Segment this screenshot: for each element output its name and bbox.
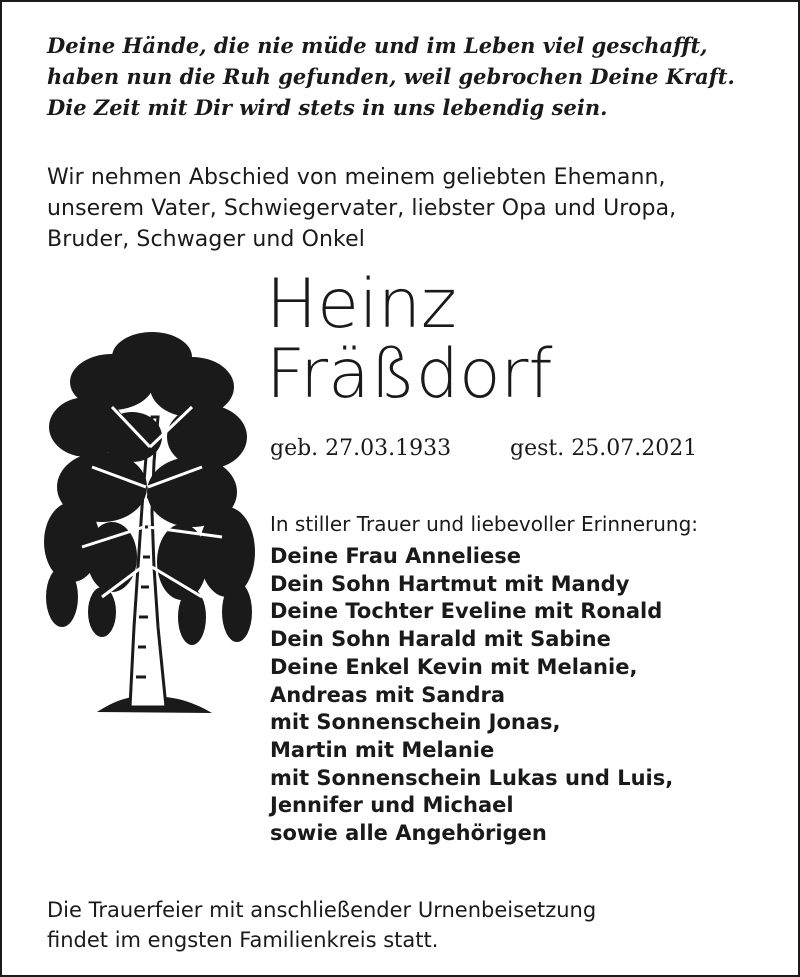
mourner-line: sowie alle Angehörigen	[270, 821, 547, 846]
life-dates	[270, 434, 770, 464]
poem-line: Deine Hände, die nie müde und im Leben viel geschafft,	[47, 33, 708, 58]
mourner-line: Dein Sohn Hartmut mit Mandy	[270, 571, 630, 596]
memorial-poem	[47, 30, 767, 123]
mourner-line: mit Sonnenschein Lukas und Luis,	[270, 765, 674, 790]
intro-line: Wir nehmen Abschied von meinem geliebten Ehemann,	[47, 165, 666, 190]
death-date: gest. 25.07.2021	[510, 436, 698, 461]
mourner-line: Andreas mit Sandra	[270, 682, 506, 707]
poem-line: haben nun die Ruh gefunden, weil gebrochen Deine Kraft.	[47, 64, 735, 89]
mourner-line: mit Sonnenschein Jonas,	[270, 710, 561, 735]
first-name: Heinz	[266, 265, 457, 344]
deceased-name	[266, 265, 553, 414]
intro-line: Bruder, Schwager und Onkel	[47, 227, 365, 252]
mourner-line: Deine Frau Anneliese	[270, 544, 521, 568]
poem-line: Die Zeit mit Dir wird stets in uns lebendig sein.	[47, 95, 608, 120]
intro-line: unserem Vater, Schwiegervater, liebster Opa und Uropa,	[47, 196, 677, 221]
mourner-line: Dein Sohn Harald mit Sabine	[270, 627, 611, 652]
mourner-line: Jennifer und Michael	[270, 793, 514, 818]
footer-line: findet im engsten Familienkreis statt.	[47, 928, 439, 952]
funeral-info	[47, 895, 787, 955]
footer-line: Die Trauerfeier mit anschließender Urnenbeisetzung	[47, 898, 597, 922]
farewell-intro	[47, 162, 787, 255]
mourners-intro: In stiller Trauer und liebevoller Erinnerung:	[270, 512, 699, 536]
last-name: Fräßdorf	[266, 335, 553, 414]
birch-tree-icon	[42, 327, 257, 722]
birth-date: geb. 27.03.1933	[270, 436, 452, 461]
mourner-line: Deine Enkel Kevin mit Melanie,	[270, 654, 638, 679]
mourner-line: Martin mit Melanie	[270, 737, 495, 762]
mourner-line: Deine Tochter Eveline mit Ronald	[270, 599, 663, 624]
mourners-list	[270, 543, 673, 848]
